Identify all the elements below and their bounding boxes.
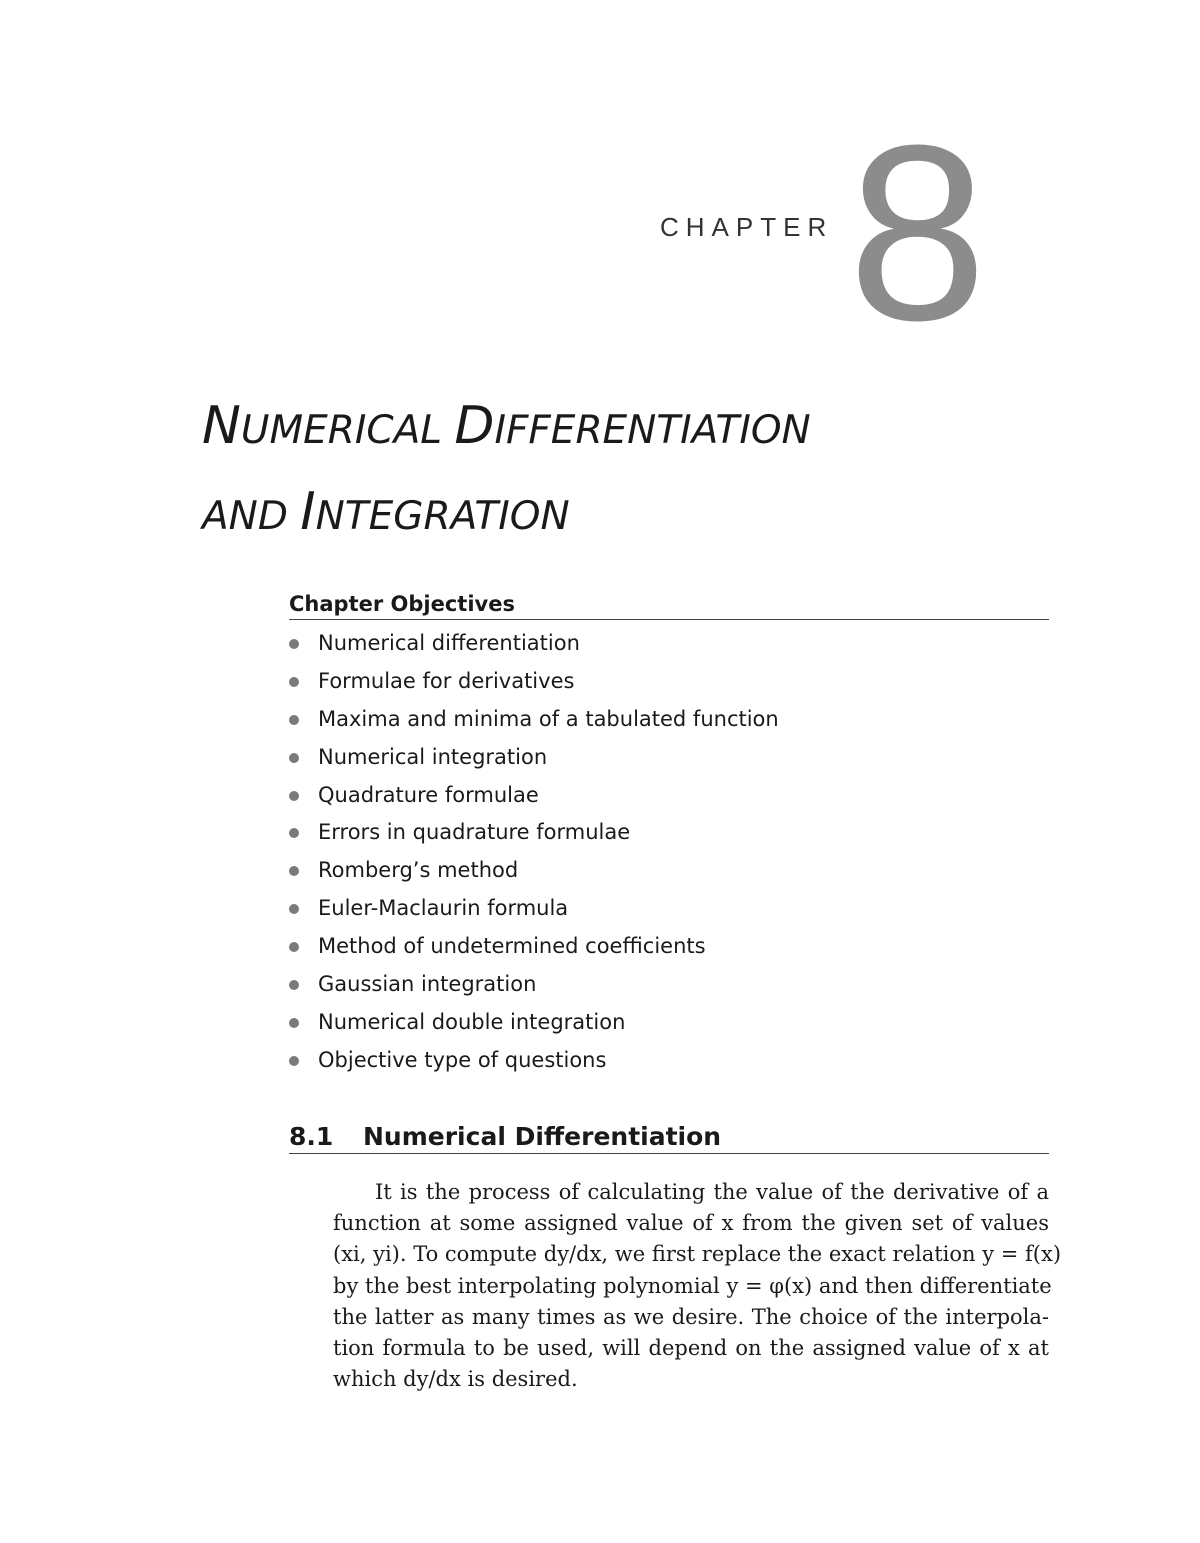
- objective-item: [289, 777, 1049, 815]
- objective-item: [289, 1004, 1049, 1042]
- title-word: UMERICAL: [240, 408, 455, 453]
- title-initial: I: [300, 482, 316, 542]
- section-paragraph: [333, 1177, 1062, 1395]
- section-number: 8.1: [289, 1122, 334, 1151]
- paragraph-line: (xi, yi). To compute dy/dx, we first replace the exact relation y = f(x): [333, 1242, 1062, 1267]
- objective-item: [289, 890, 1049, 928]
- objective-text: Euler-Maclaurin formula: [318, 896, 569, 921]
- bullet-icon: [289, 715, 299, 725]
- objective-item: [289, 852, 1049, 890]
- bullet-icon: [289, 980, 299, 990]
- chapter-title: [202, 386, 1102, 558]
- bullet-icon: [289, 639, 299, 649]
- objective-text: Errors in quadrature formulae: [318, 820, 631, 845]
- bullet-icon: [289, 942, 299, 952]
- objective-item: [289, 928, 1049, 966]
- paragraph-line: by the best interpolating polynomial y = φ(x) and then differentiate: [333, 1273, 1052, 1298]
- paragraph-line: function at some assigned value of x from the given set of values: [333, 1211, 1049, 1236]
- objective-item: [289, 966, 1049, 1004]
- bullet-icon: [289, 828, 299, 838]
- objective-text: Romberg’s method: [318, 858, 519, 883]
- objective-text: Maxima and minima of a tabulated function: [318, 706, 779, 731]
- chapter-objectives: [289, 592, 1049, 1080]
- objective-text: Objective type of questions: [318, 1047, 607, 1072]
- chapter-title-line-1: [202, 386, 1102, 472]
- objective-item: [289, 1042, 1049, 1080]
- objective-text: Numerical differentiation: [318, 631, 580, 655]
- bullet-icon: [289, 753, 299, 763]
- bullet-icon: [289, 1018, 299, 1028]
- objective-text: Numerical integration: [318, 744, 548, 769]
- paragraph-line: the latter as many times as we desire. The choice of the interpola-: [333, 1304, 1049, 1329]
- chapter-number: 8: [848, 93, 988, 372]
- paragraph-line: tion formula to be used, will depend on the assigned value of x at: [333, 1335, 1049, 1360]
- title-initial: D: [454, 396, 495, 456]
- objectives-heading: Chapter Objectives: [289, 592, 1049, 620]
- objective-item: [289, 663, 1049, 701]
- title-word: NTEGRATION: [315, 494, 570, 539]
- objective-item: [289, 814, 1049, 852]
- title-initial: N: [202, 396, 241, 456]
- objective-text: Gaussian integration: [318, 972, 537, 997]
- bullet-icon: [289, 791, 299, 801]
- objective-item: [289, 701, 1049, 739]
- section-title: Numerical Differentiation: [363, 1122, 722, 1151]
- objective-text: Method of undetermined coefficients: [318, 934, 706, 959]
- chapter-title-line-2: [202, 472, 1102, 558]
- title-word: AND: [202, 494, 301, 539]
- section-heading: [289, 1122, 1049, 1154]
- bullet-icon: [289, 904, 299, 914]
- bullet-icon: [289, 866, 299, 876]
- bullet-icon: [289, 677, 299, 687]
- bullet-icon: [289, 1056, 299, 1066]
- objective-text: Numerical double integration: [318, 1009, 626, 1034]
- chapter-label: CHAPTER: [660, 212, 834, 242]
- section-8-1: [289, 1122, 1049, 1154]
- paragraph-line: which dy/dx is desired.: [333, 1367, 578, 1392]
- objective-text: Formulae for derivatives: [318, 668, 575, 693]
- objective-item: [289, 625, 1049, 663]
- objectives-list: [289, 625, 1049, 1080]
- title-word: IFFERENTIATION: [494, 408, 811, 453]
- objective-text: Quadrature formulae: [318, 782, 539, 807]
- objective-item: [289, 739, 1049, 777]
- paragraph-line: It is the process of calculating the value of the derivative of a: [375, 1180, 1049, 1204]
